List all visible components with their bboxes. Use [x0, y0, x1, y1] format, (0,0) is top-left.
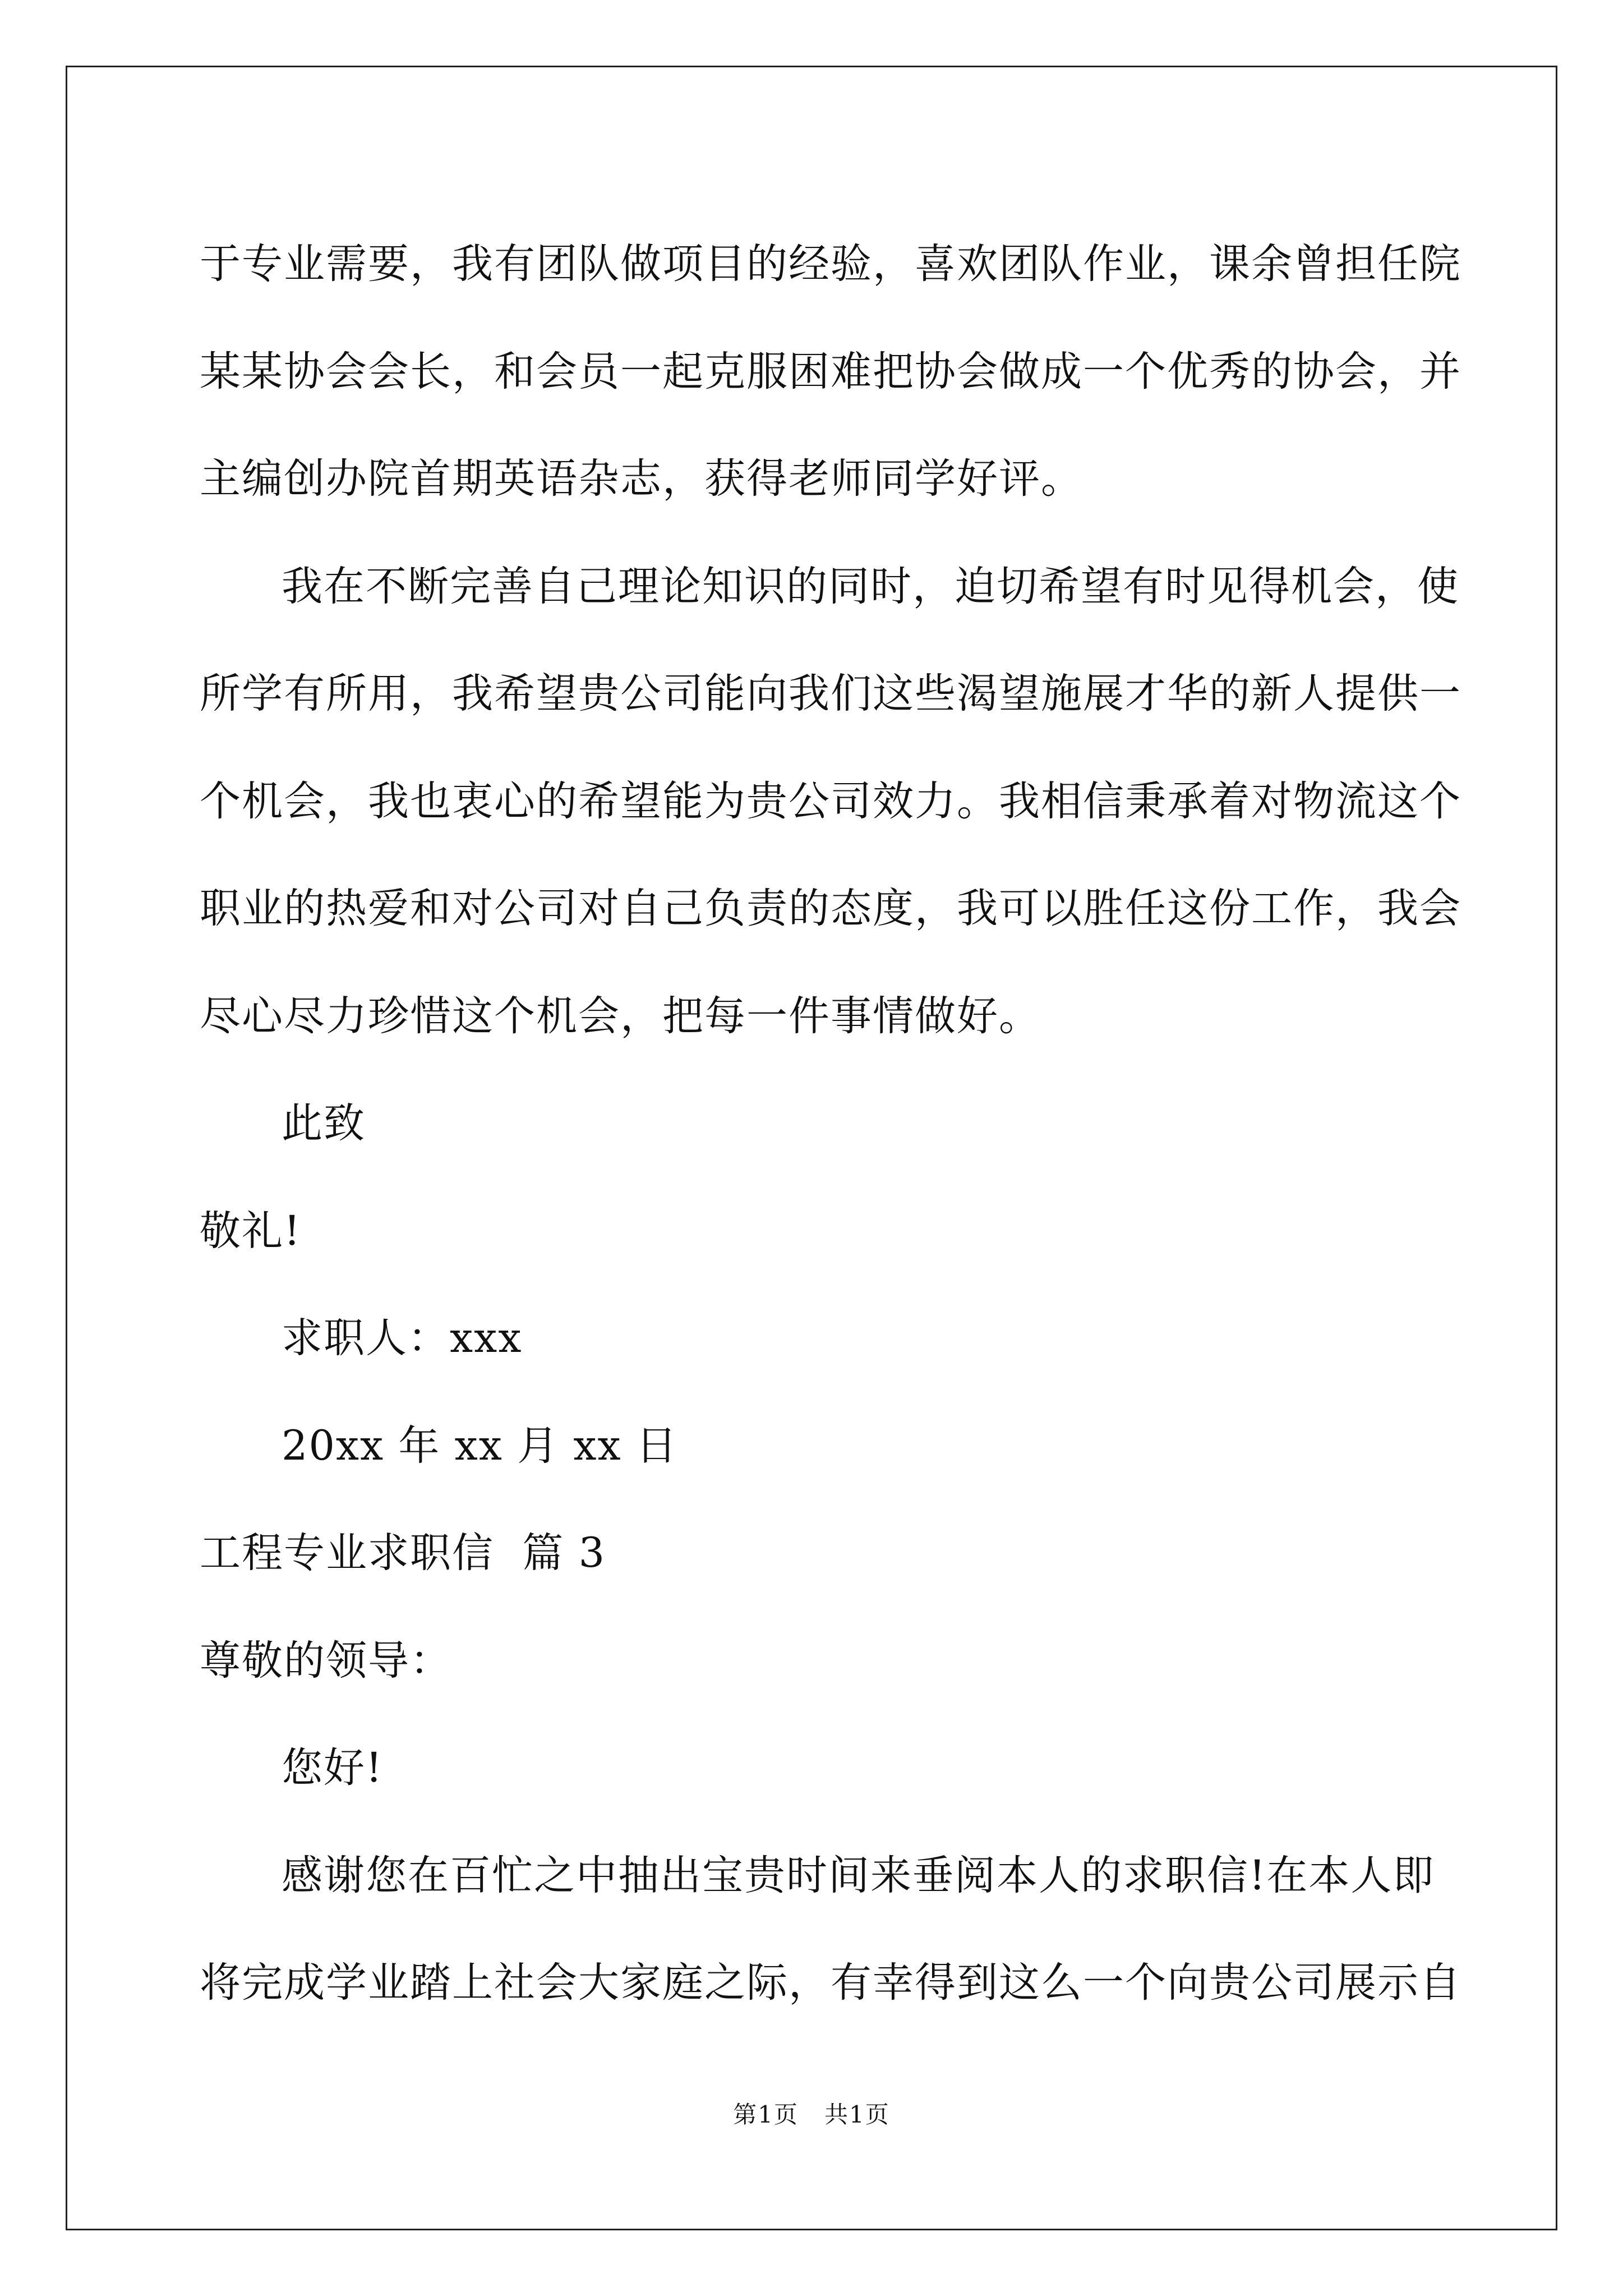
paragraph-line: 我在不断完善自己理论知识的同时，迫切希望有时见得机会，使 — [282, 562, 1459, 610]
closing-salutation: 此致 — [282, 1099, 366, 1147]
greeting-hello: 您好! — [282, 1744, 384, 1792]
paragraph-line: 感谢您在百忙之中抽出宝贵时间来垂阅本人的求职信!在本人即 — [282, 1851, 1435, 1899]
paragraph-line: 所学有所用，我希望贵公司能向我们这些渴望施展才华的新人提供一 — [200, 670, 1461, 717]
letter-date: 20xx 年 xx 月 xx 日 — [282, 1421, 678, 1470]
page-footer: 第1页 共1页 — [733, 2101, 890, 2128]
paragraph-line: 尽心尽力珍惜这个机会，把每一件事情做好。 — [200, 992, 1041, 1040]
paragraph-line: 将完成学业踏上社会大家庭之际，有幸得到这么一个向贵公司展示自 — [200, 1959, 1461, 2007]
closing-regards: 敬礼! — [200, 1207, 302, 1255]
applicant-signature: 求职人：xxx — [282, 1314, 523, 1362]
paragraph-line: 个机会，我也衷心的希望能为贵公司效力。我相信秉承着对物流这个 — [200, 777, 1461, 825]
greeting: 尊敬的领导： — [200, 1636, 452, 1685]
paragraph-line: 于专业需要，我有团队做项目的经验，喜欢团队作业，课余曾担任院 — [200, 240, 1461, 288]
paragraph-line: 主编创办院首期英语杂志，获得老师同学好评。 — [200, 455, 1083, 503]
paragraph-line: 某某协会会长，和会员一起克服困难把协会做成一个优秀的协会，并 — [200, 347, 1461, 395]
document-body — [200, 210, 1461, 2037]
section-heading: 工程专业求职信 篇 3 — [200, 1529, 606, 1577]
paragraph-line: 职业的热爱和对公司对自己负责的态度，我可以胜任这份工作，我会 — [200, 885, 1461, 932]
